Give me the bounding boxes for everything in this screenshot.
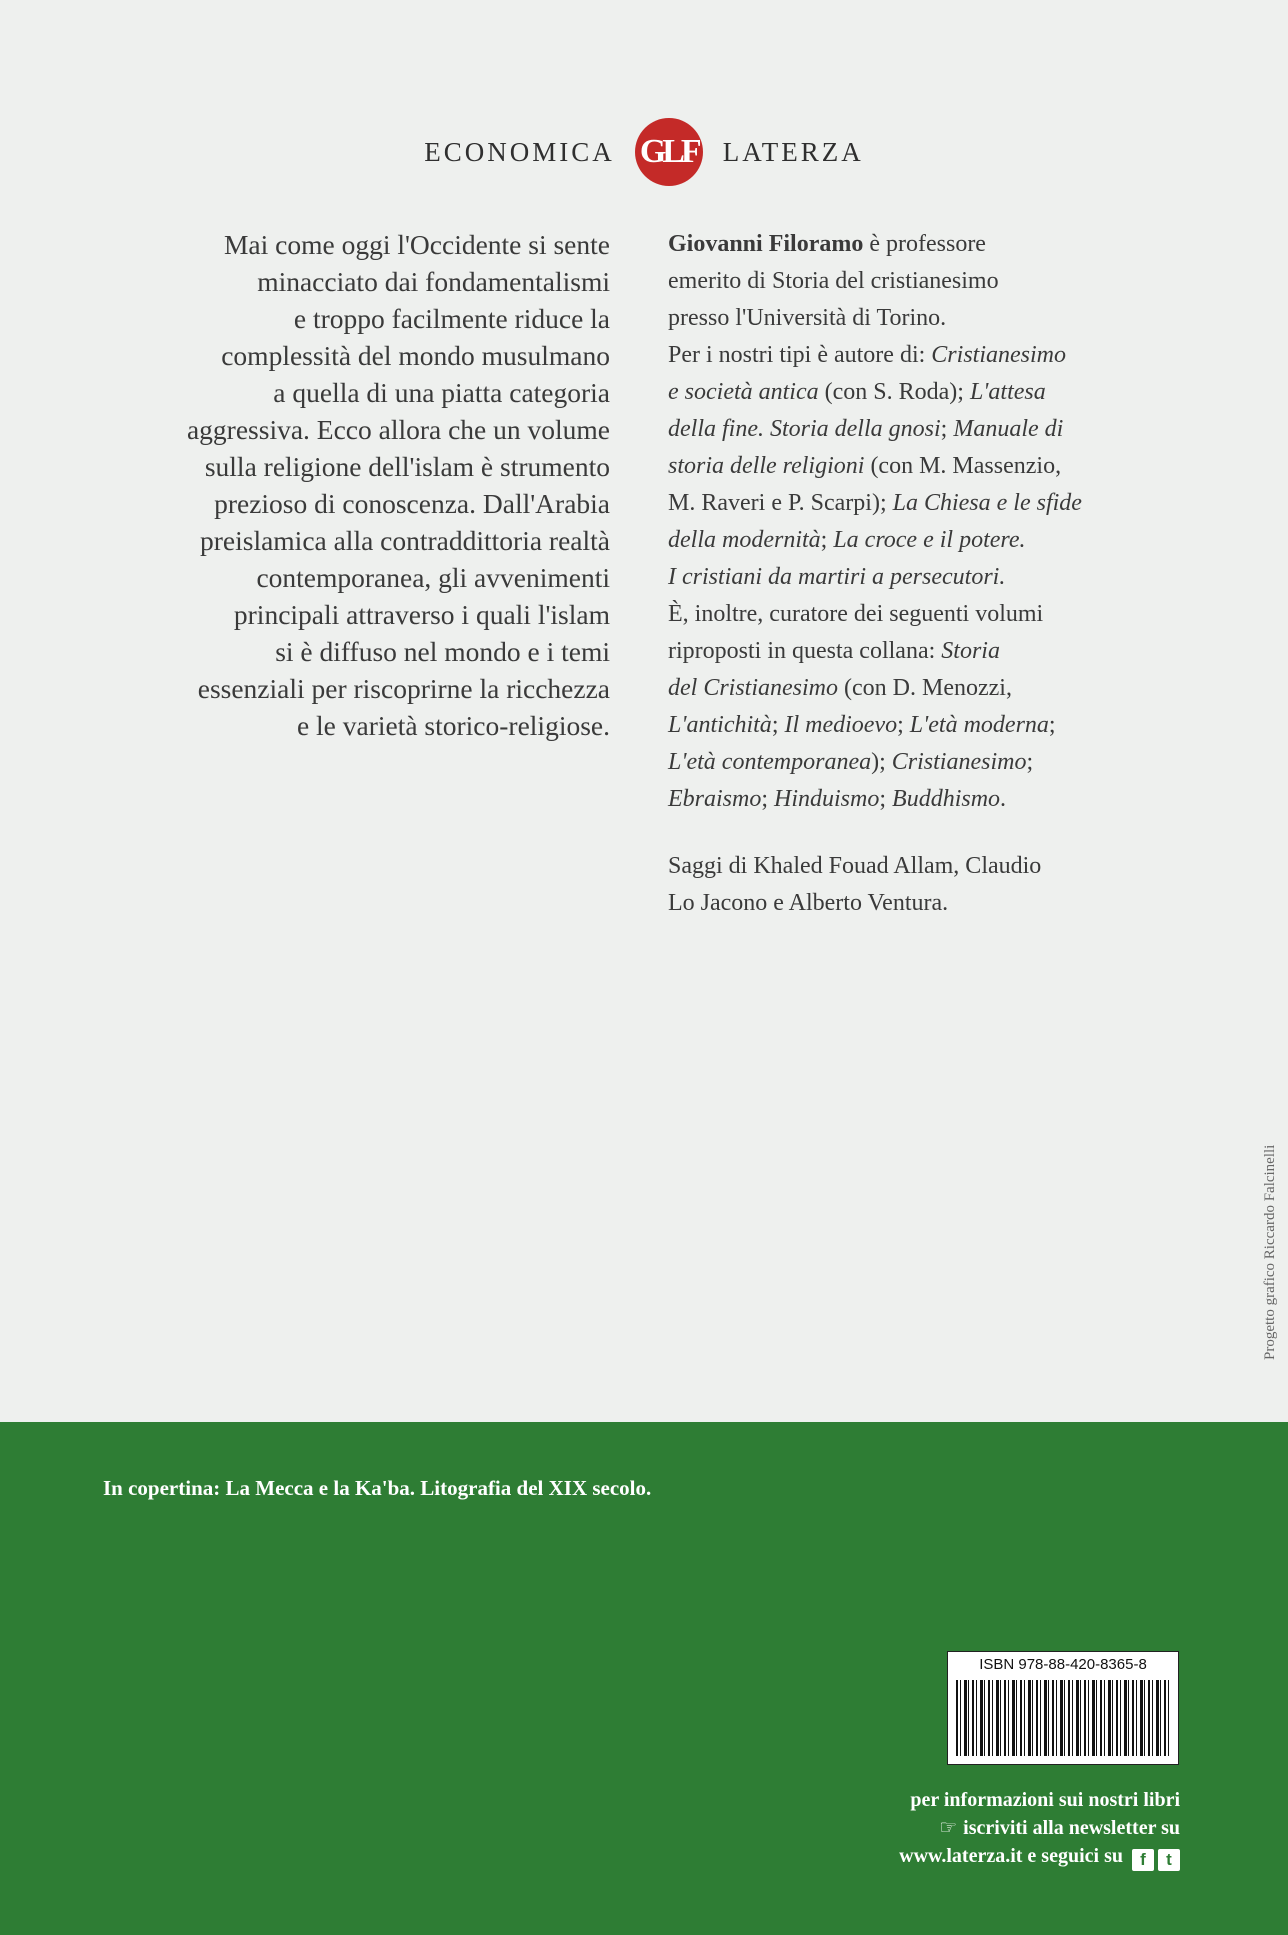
bio-text: ); xyxy=(871,749,892,775)
book-title: e società antica xyxy=(668,379,819,405)
essays-line: Lo Jacono e Alberto Ventura. xyxy=(668,890,949,916)
facebook-icon[interactable]: f xyxy=(1132,1849,1154,1871)
book-title: L'età contemporanea xyxy=(668,749,872,775)
book-title: La croce e il potere. xyxy=(833,527,1026,553)
cover-caption: In copertina: La Mecca e la Ka'ba. Litografia del XIX secolo. xyxy=(103,1476,652,1500)
book-title: Ebraismo xyxy=(668,786,762,812)
book-title: L'attesa xyxy=(969,379,1046,405)
book-title: Storia xyxy=(941,638,1000,664)
book-title: Cristianesimo xyxy=(931,342,1066,368)
publisher-info xyxy=(870,1786,1180,1871)
bio-text: ; xyxy=(820,527,834,553)
bio-line: presso l'Università di Torino. xyxy=(668,305,947,331)
series-name-left: ECONOMICA xyxy=(424,136,615,167)
blurb-line: minacciato dai fondamentalismi xyxy=(257,266,610,297)
info-line xyxy=(870,1842,1180,1871)
book-title: della fine. Storia della gnosi xyxy=(668,416,941,442)
publisher-logo-letters: GLF xyxy=(639,133,698,170)
paragraph-gap xyxy=(668,818,1208,848)
series-header xyxy=(0,118,1288,186)
blurb-line: Mai come oggi l'Occidente si sente xyxy=(223,229,610,260)
bio-line xyxy=(668,670,1208,707)
isbn-number: ISBN 978-88-420-8365-8 xyxy=(979,1656,1147,1673)
book-title: Il medioevo xyxy=(784,712,898,738)
blurb-line: preislamica alla contraddittoria realtà xyxy=(199,525,610,556)
bio-line xyxy=(668,707,1208,744)
bio-text: M. Raveri e P. Scarpi); xyxy=(668,490,893,516)
bio-text: ; xyxy=(771,712,785,738)
bio-line xyxy=(668,485,1208,522)
bio-text: (con M. Massenzio, xyxy=(864,453,1062,479)
info-line xyxy=(870,1814,1180,1842)
blurb-line: essenziali per riscoprirne la ricchezza xyxy=(197,673,610,704)
book-title: storia delle religioni xyxy=(668,453,865,479)
bio-text: ; xyxy=(1048,712,1056,738)
bio-text: ; xyxy=(761,786,775,812)
book-title: Buddhismo xyxy=(892,786,1001,812)
bio-line xyxy=(668,744,1208,781)
blurb-line: si è diffuso nel mondo e i temi xyxy=(275,636,610,667)
book-blurb xyxy=(96,226,610,744)
book-title: I cristiani da martiri a persecutori. xyxy=(668,564,1006,590)
book-title: della modernità xyxy=(668,527,821,553)
isbn-barcode xyxy=(947,1651,1179,1765)
bio-line xyxy=(668,448,1208,485)
book-title: Cristianesimo xyxy=(891,749,1027,775)
blurb-line: principali attraverso i quali l'islam xyxy=(233,599,610,630)
twitter-icon[interactable]: t xyxy=(1158,1849,1180,1871)
book-title: L'età moderna xyxy=(909,712,1049,738)
bio-line: emerito di Storia del cristianesimo xyxy=(668,268,999,294)
essays-line: Saggi di Khaled Fouad Allam, Claudio xyxy=(668,853,1042,879)
bio-line xyxy=(668,522,1208,559)
author-bio xyxy=(668,226,1208,922)
publisher-logo xyxy=(635,118,703,186)
blurb-line: sulla religione dell'islam è strumento xyxy=(204,451,610,482)
blurb-line: complessità del mondo musulmano xyxy=(221,340,610,371)
blurb-line: e le varietà storico-religiose. xyxy=(296,710,610,741)
blurb-line: aggressiva. Ecco allora che un volume xyxy=(186,414,610,445)
blurb-line: prezioso di conoscenza. Dall'Arabia xyxy=(214,488,610,519)
series-name-right: LATERZA xyxy=(722,136,864,167)
bio-line xyxy=(668,633,1208,670)
book-title: Hinduismo xyxy=(774,786,880,812)
bio-text: riproposti in questa collana: xyxy=(668,638,942,664)
book-title: Manuale di xyxy=(953,416,1064,442)
book-title: del Cristianesimo xyxy=(668,675,839,701)
info-line: per informazioni sui nostri libri xyxy=(910,1789,1180,1811)
bio-line xyxy=(668,226,1208,263)
bio-text: ; xyxy=(940,416,954,442)
bio-text: . xyxy=(1000,786,1007,812)
blurb-line: contemporanea, gli avvenimenti xyxy=(256,562,610,593)
book-title: La Chiesa e le sfide xyxy=(892,490,1082,516)
bio-line xyxy=(668,337,1208,374)
bio-text: ; xyxy=(897,712,910,738)
bio-line xyxy=(668,559,1208,596)
bio-line xyxy=(668,411,1208,448)
barcode-bars xyxy=(956,1680,1170,1756)
pointing-hand-icon: ☞ xyxy=(939,1817,958,1839)
bio-text: (con S. Roda); xyxy=(818,379,970,405)
website-text[interactable]: www.laterza.it e seguici su xyxy=(899,1845,1123,1867)
author-name: Giovanni Filoramo xyxy=(668,231,864,257)
bio-line xyxy=(668,374,1208,411)
book-title: L'antichità xyxy=(668,712,772,738)
bio-text: Per i nostri tipi è autore di: xyxy=(668,342,932,368)
blurb-line: a quella di una piatta categoria xyxy=(273,377,610,408)
bio-text: (con D. Menozzi, xyxy=(838,675,1012,701)
info-text: iscriviti alla newsletter su xyxy=(963,1817,1180,1839)
bio-text: ; xyxy=(1026,749,1034,775)
design-credit: Progetto grafico Riccardo Falcinelli xyxy=(1262,1144,1278,1360)
blurb-line: e troppo facilmente riduce la xyxy=(293,303,610,334)
bio-text: è professore xyxy=(863,231,986,257)
bio-line: È, inoltre, curatore dei seguenti volumi xyxy=(668,601,1044,627)
bio-text: ; xyxy=(879,786,893,812)
bio-line xyxy=(668,781,1208,818)
